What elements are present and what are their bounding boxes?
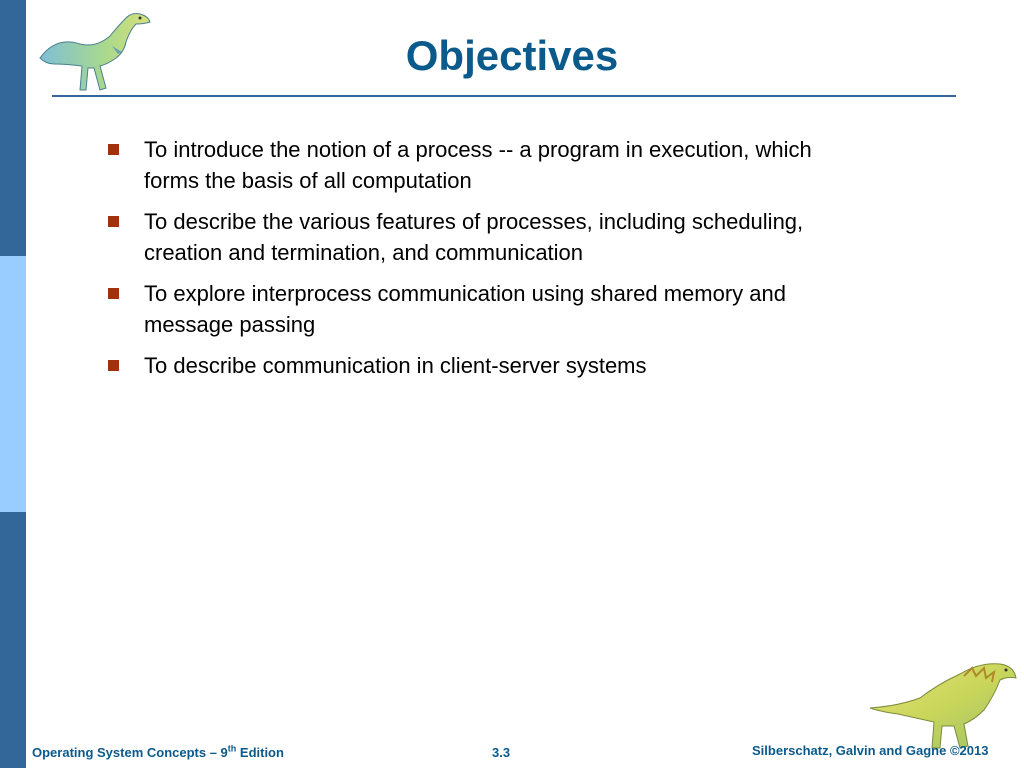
footer-book-suffix: Edition [236,745,284,760]
list-item-text: To introduce the notion of a process -- a program in execution, which forms the basis of all computation [144,137,812,193]
list-item [104,134,864,196]
footer-book-sup: th [227,743,237,754]
sidebar-top-band [0,0,26,256]
list-item-text: To explore interprocess communication using shared memory and message passing [144,281,786,337]
sidebar-bottom-band [0,512,26,768]
list-item [104,278,864,340]
list-item-text: To describe communication in client-server systems [144,353,647,378]
dinosaur-logo-icon [36,6,158,96]
footer-copyright: Silberschatz, Galvin and Gagne ©2013 [752,743,989,758]
page-number: 3.3 [492,745,511,760]
list-item [104,350,864,381]
sidebar-middle-band [0,256,26,512]
slide-title: Objectives [405,32,619,79]
list-item-text: To describe the various features of processes, including scheduling, creation and termination, and communication [144,209,804,265]
list-item [104,206,864,268]
objectives-list [104,134,864,391]
footer-book-title [32,745,284,760]
title-divider [52,95,956,97]
square-bullet-icon [108,216,119,227]
square-bullet-icon [108,288,119,299]
dinosaur-footer-icon [868,656,1018,752]
footer-book-prefix: Operating System Concepts – 9 [32,745,228,760]
square-bullet-icon [108,144,119,155]
square-bullet-icon [108,360,119,371]
